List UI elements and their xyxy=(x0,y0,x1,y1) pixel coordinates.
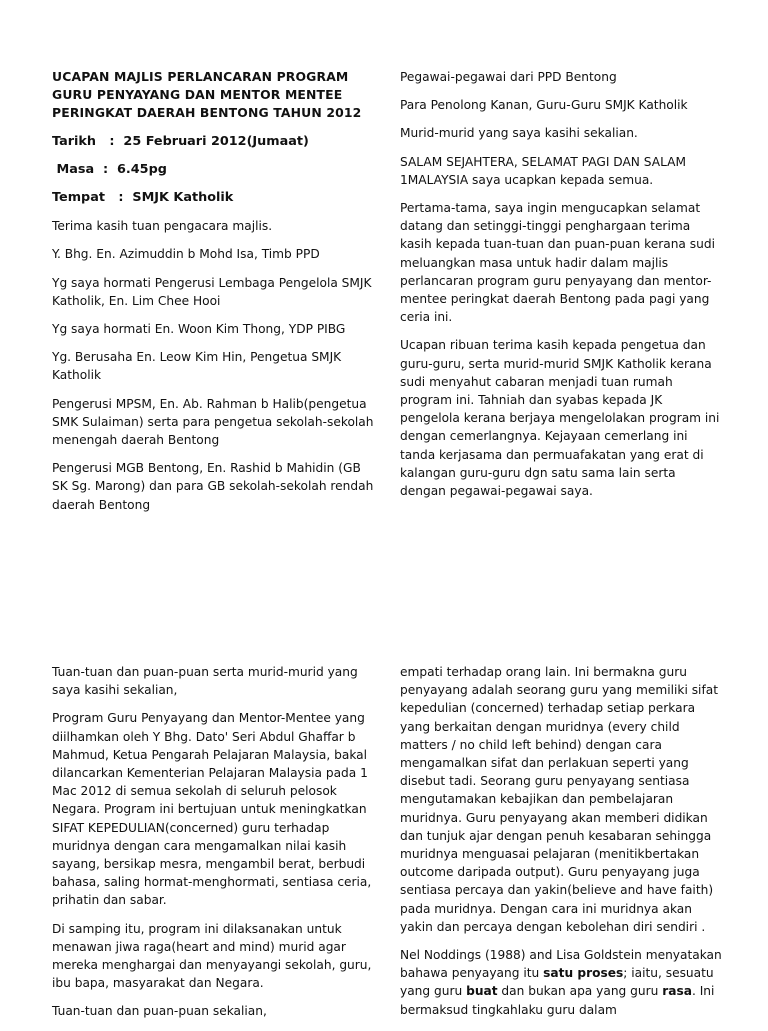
title-line: UCAPAN MAJLIS PERLANCARAN PROGRAM xyxy=(52,69,349,84)
paragraph: Ucapan ribuan terima kasih kepada pengetua dan guru-guru, serta murid-murid SMJK Katholik kerana sudi menyahut cabaran menjadi tuan rumah program ini. Tahniah dan syabas kepada JK pengelola kerana berjaya mengelolakan program ini dengan cemerlangnya. Kejayaan cemerlang ini tanda kerjasama dan permuafakatan yang erat di kalangan guru-guru dgn satu sama lain serta dengan pegawai-pegawai saya. xyxy=(400,338,720,499)
document-title xyxy=(52,68,374,123)
paragraph: empati terhadap orang lain. Ini bermakna guru penyayang adalah seorang guru yang memiliki sifat kepedulian (concerned) terhadap setiap perkara yang berkaitan dengan muridnya (every child matters / no child left behind) dengan cara mengamalkan sifat dan perlakuan seperti yang disebut tadi. Seorang guru penyayang sentiasa mengutamakan kebajikan dan pembelajaran muridnya. Guru penyayang akan memberi didikan dan tunjuk ajar dengan penuh kesabaran sehingga muridnya menguasai pelajaran (menitikbertakan outcome daripada output). Guru penyayang juga sentiasa percaya dan yakin(believe and have faith) pada muridnya. Dengan cara ini muridnya akan yakin dan percaya dengan kebolehan diri sendiri . xyxy=(400,665,718,934)
column-4 xyxy=(400,663,722,1029)
paragraph: Pengerusi MPSM, En. Ab. Rahman b Halib(pengetua SMK Sulaiman) serta para pengetua sekolah-sekolah menengah daerah Bentong xyxy=(52,396,374,448)
text-run: ; iaitu, sesuatu yang guru xyxy=(400,966,714,999)
emphasis-text: buat xyxy=(466,984,498,999)
title-line: PERINGKAT DAERAH BENTONG TAHUN 2012 xyxy=(52,105,362,121)
paragraph: Program Guru Penyayang dan Mentor-Mentee yang diilhamkan oleh Y Bhg. Dato' Seri Abdul Ghaffar b Mahmud, Ketua Pengarah Pelajaran Malaysia, bakal dilancarkan Kementerian Pelajaran Malaysia pada 1 Mac 2012 di semua sekolah di seluruh pelosok Negara. Program ini bertujuan untuk meningkatkan SIFAT KEPEDULIAN(concerned) guru terhadap muridnya dengan cara mengamalkan nilai kasih sayang, bersikap mesra, mengambil berat, berbudi bahasa, saling hormat-menghormati, sentiasa ceria, prihatin dan sabar. xyxy=(52,711,372,908)
date-field: Tarikh : 25 Februari 2012(Jumaat) xyxy=(52,133,309,149)
column-3 xyxy=(52,663,374,1031)
paragraph: Tuan-tuan dan puan-puan serta murid-murid yang saya kasihi sekalian, xyxy=(52,665,358,698)
paragraph: Pertama-tama, saya ingin mengucapkan selamat datang dan setinggi-tinggi penghargaan terima kasih kepada tuan-tuan dan puan-puan kerana sudi meluangkan masa untuk hadir dalam majlis perlancaran program guru penyayang dan mentor-mentee peringkat daerah Bentong pada pagi yang ceria ini. xyxy=(400,201,715,325)
title-line: GURU PENYAYANG DAN MENTOR MENTEE xyxy=(52,87,343,103)
venue-field: Tempat : SMJK Katholik xyxy=(52,190,234,206)
paragraph: Murid-murid yang saya kasihi sekalian. xyxy=(400,126,638,141)
paragraph: Di samping itu, program ini dilaksanakan untuk menawan jiwa raga(heart and mind) murid agar mereka menghargai dan menyayangi sekolah, guru, ibu bapa, masyarakat dan Negara. xyxy=(52,921,372,991)
paragraph: Pegawai-pegawai dari PPD Bentong xyxy=(400,70,617,84)
column-1 xyxy=(52,68,374,524)
paragraph: Tuan-tuan dan puan-puan sekalian, xyxy=(52,1004,267,1019)
paragraph: Yg saya hormati En. Woon Kim Thong, YDP PIBG xyxy=(52,322,346,337)
paragraph: Pengerusi MGB Bentong, En. Rashid b Mahidin (GB SK Sg. Marong) dan para GB sekolah-sekolah rendah daerah Bentong xyxy=(52,461,374,512)
paragraph: Yg. Berusaha En. Leow Kim Hin, Pengetua SMJK Katholik xyxy=(52,350,342,383)
emphasis-text: rasa xyxy=(662,984,692,999)
paragraph: Terima kasih tuan pengacara majlis. xyxy=(52,219,273,234)
emphasis-text: satu proses xyxy=(543,966,624,981)
time-field: Masa : 6.45pg xyxy=(52,161,167,177)
text-run: dan bukan apa yang guru xyxy=(497,984,663,999)
paragraph-noddings xyxy=(400,946,722,1019)
paragraph: Y. Bhg. En. Azimuddin b Mohd Isa, Timb PPD xyxy=(52,247,320,262)
paragraph: SALAM SEJAHTERA, SELAMAT PAGI DAN SALAM 1MALAYSIA saya ucapkan kepada semua. xyxy=(400,154,687,187)
paragraph: Para Penolong Kanan, Guru-Guru SMJK Katholik xyxy=(400,98,688,113)
text-run: . Ini bermaksud tingkahlaku guru dalam xyxy=(400,984,715,1017)
text-run: Nel Noddings (1988) and Lisa Goldstein menyatakan bahawa penyayang itu xyxy=(400,948,722,981)
paragraph: Yg saya hormati Pengerusi Lembaga Pengelola SMJK Katholik, En. Lim Chee Hooi xyxy=(52,275,372,308)
column-2 xyxy=(400,68,722,510)
